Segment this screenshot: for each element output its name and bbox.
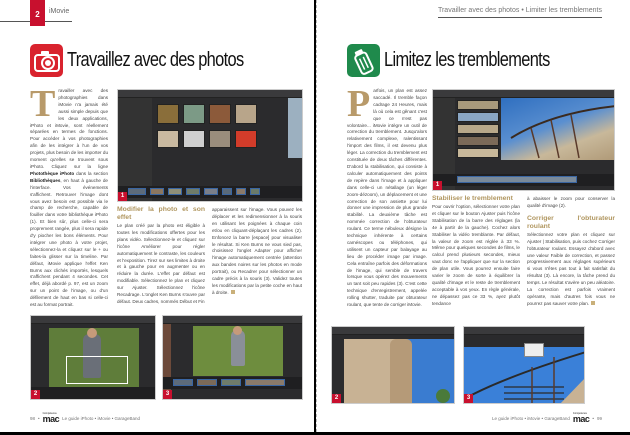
caption-column-2: apparaissent sur l'image. Vous pouvez les déplacer et les redimensionner à la souris en utilisant les poignées à chaque coin et/ou en cliquant-déplaçant les cadres (2). Enfoncez la barre [espace] pour visualiser le résultat. Si Ken Burns ne vous sied pas, choisissez l'onglet Adapter pour afficher l'image automatiquement centrée (attention aux bandes noires sur les photos en mode portrait), ou Recadrer pour sélectionner un cadre précis à la souris (3). Validez toutes les modifications par la petite coche en haut à droite. xyxy=(212,207,302,295)
screenshot-2 xyxy=(331,326,455,404)
figure-badge: 1 xyxy=(433,181,442,190)
left-page xyxy=(0,0,314,432)
figure-badge: 2 xyxy=(31,390,40,399)
correction-dropdown-menu xyxy=(524,343,544,357)
dropcap: P xyxy=(347,83,371,125)
section-name: iMovie xyxy=(49,8,70,15)
screenshot-3 xyxy=(162,315,303,400)
screenshot-1 xyxy=(117,89,303,202)
intro-text-column: Parfois, un plan est assez saccadé. Il tremble façon cadrage 24 Heures, mais là où cela est gênant c'est que ce n'est pas volontaire... iMovie intègre un outil de correction du tremblement. Jusqu'alors relativement complexe, ralentissant l'import des films, il est devenu plus léger. La correction du tremblement est constituée de deux tâches différentes. D'abord la stabilisation, qui consiste à calculer automatiquement des points de repère dans l'image et à appliquer dans celle-ci un nétallage (un léger zoom-dézoom), un déplacement et une correction de son assiette pour lui donner une impression de plus grande stabilité. La deuxième tâche est nommée correction de l'obturateur roulant. Ce terme nébuleux désigne la technique inhérente à certains caméscopes ou téléphones, qui utilisent un capteur par balayage au lieu de procéder image par image. Cela entraîne parfois des déformations de l'image, qui semble de travers lorsque vous opérez des mouvements un tant soit peu rapides (3). C'est cette technique d'enregistrement, appelée rolling shutter, traduite par obturateur roulant, que tente de corriger iMovie. xyxy=(347,83,427,308)
figure-badge: 2 xyxy=(332,394,341,403)
end-mark xyxy=(591,301,595,305)
right-footer: Le guide iPhoto • iMovie • GarageBand Compétence mac • 99 xyxy=(491,411,602,424)
caption-heading: Corriger l'obturateur roulant xyxy=(527,214,615,230)
publication-logo: Compétence mac xyxy=(42,411,60,424)
figure-badge: 1 xyxy=(118,192,127,201)
toolbar xyxy=(118,90,302,98)
right-page xyxy=(316,0,630,432)
article-title: Limitez les tremblements xyxy=(384,49,550,71)
screenshot-3 xyxy=(463,326,585,404)
timeline xyxy=(118,186,302,198)
screenshot-1 xyxy=(432,89,615,191)
caption-column-1: Stabiliser le tremblement Pour ouvrir l'option, sélectionner votre plan et cliquer sur le bouton Ajuster puis l'icône Stabilisation de la barre des réglages (la 4e à partir de la gauche). Cochez alors Stabiliser la vidéo tremblante. Par défaut, la valeur de zoom est réglée à 33 %. Même pour quelques secondes de films, le calcul prend plusieurs secondes, mieux vaut donc ne l'appliquer que sur la section de plan utile. Vous pourrez ensuite faire varier le zoom de sorte à équilibrer la qualité d'image et le reste de tremblement acceptable à vos yeux. En règle générale, ne dépassez pas ce 33 %, ayez plutôt tendance xyxy=(432,195,520,306)
running-head: Travailler avec des photos • Limiter les tremblements xyxy=(438,7,602,18)
dropcap: T xyxy=(30,83,56,125)
screenshot-2 xyxy=(30,315,156,400)
intro-text-column: Travailler avec des photographies dans iMovie n'a jamais été aussi simple depuis que les deux applications, iPhoto et iMovie, sont réellement séparées en termes de fonctions. Pour accéder à vos photographies afin de les intégrer à l'un de vos projets, plus besoin de les importer du moment qu'elles se trouvent sous iPhoto. Cliquez sur la ligne Photothèque iPhoto dans la section Bibliothèques, en haut à gauche de l'interface. Vos événements s'affichent. Retrouver l'image dont vous avez besoin est possible via le champ de recherche, capable de fouiller dans votre bibliothèque iPhoto (1). Et bien sûr, plus celle-ci sera proprement rangée, plus il sera rapide d'y piocher les bons éléments. Pour intégrer une photo à votre projet, sélectionnez-la et cliquez sur le + ou faites-la glisser sur la timeline. Par défaut, iMovie applique l'effet Ken Burns aux clichés importés, lesquels s'affichent pendant 4 secondes. Cet effet, déjà abordé p. 97, est un zoom sur un point de l'image, ou d'un défilement de haut en bas si celle-ci est au format portrait. xyxy=(30,83,108,308)
figure-badge: 3 xyxy=(163,390,172,399)
camera-icon xyxy=(30,44,63,77)
page-number: 98 xyxy=(30,415,36,421)
figure-badge: 3 xyxy=(464,394,473,403)
guide-title: Le guide iPhoto • iMovie • GarageBand xyxy=(491,415,570,421)
caption-column-2: à abaisser le zoom pour conserver la qualité d'image (2). Corriger l'obturateur roulant Sélectionnez votre plan et cliquez sur Ajuster | Stabilisation, puis cochez Corriger l'obturateur roulant. Essayez d'abord avec une valeur Faible de correction, et passez progressivement aux réglages supérieurs si vous n'êtes pas tout à fait satisfait du résultat (3). Là encore, la tâche prend du temps. Le résultat s'avère un peu aléatoire. La correction est parfois vraiment opérante, mais d'autres fois vous ne pourrez pas sauver votre plan. xyxy=(527,196,615,306)
publication-logo: Compétence mac xyxy=(572,411,590,424)
article-title: Travaillez avec des photos xyxy=(67,49,244,71)
article-title-block xyxy=(30,44,282,77)
caption-heading: Modifier la photo et son effet xyxy=(117,206,205,221)
caption-heading: Stabiliser le tremblement xyxy=(432,195,513,202)
end-mark xyxy=(231,290,235,294)
article-title-block xyxy=(347,44,586,77)
section-number-badge: 2 xyxy=(30,0,45,26)
left-footer: 98 • Compétence mac Le guide iPhoto • iMovie • GarageBand xyxy=(30,411,141,424)
guide-title: Le guide iPhoto • iMovie • GarageBand xyxy=(62,415,141,421)
caption-column-1: Modifier la photo et son effet Le plan créé par la photo est éligible à toutes les modifications offertes pour les plans vidéo. Sélectionnez-le et cliquez sur l'icône Améliorer pour régler automatiquement le contraste, les couleurs et l'exposition. Tirez sur ses limites à droite et à gauche pour en augmenter ou en réduire la durée. L'effet par défaut est modifiable. Sélectionnez le plan et cliquez sur Ajuster. Sélectionnez l'icône Recadrage. L'onglet Ken Burns s'ouvre par défaut. Deux cadres, nommés Début et Fin xyxy=(117,206,205,304)
page-number: 99 xyxy=(596,415,602,421)
shaker-icon xyxy=(347,44,380,77)
